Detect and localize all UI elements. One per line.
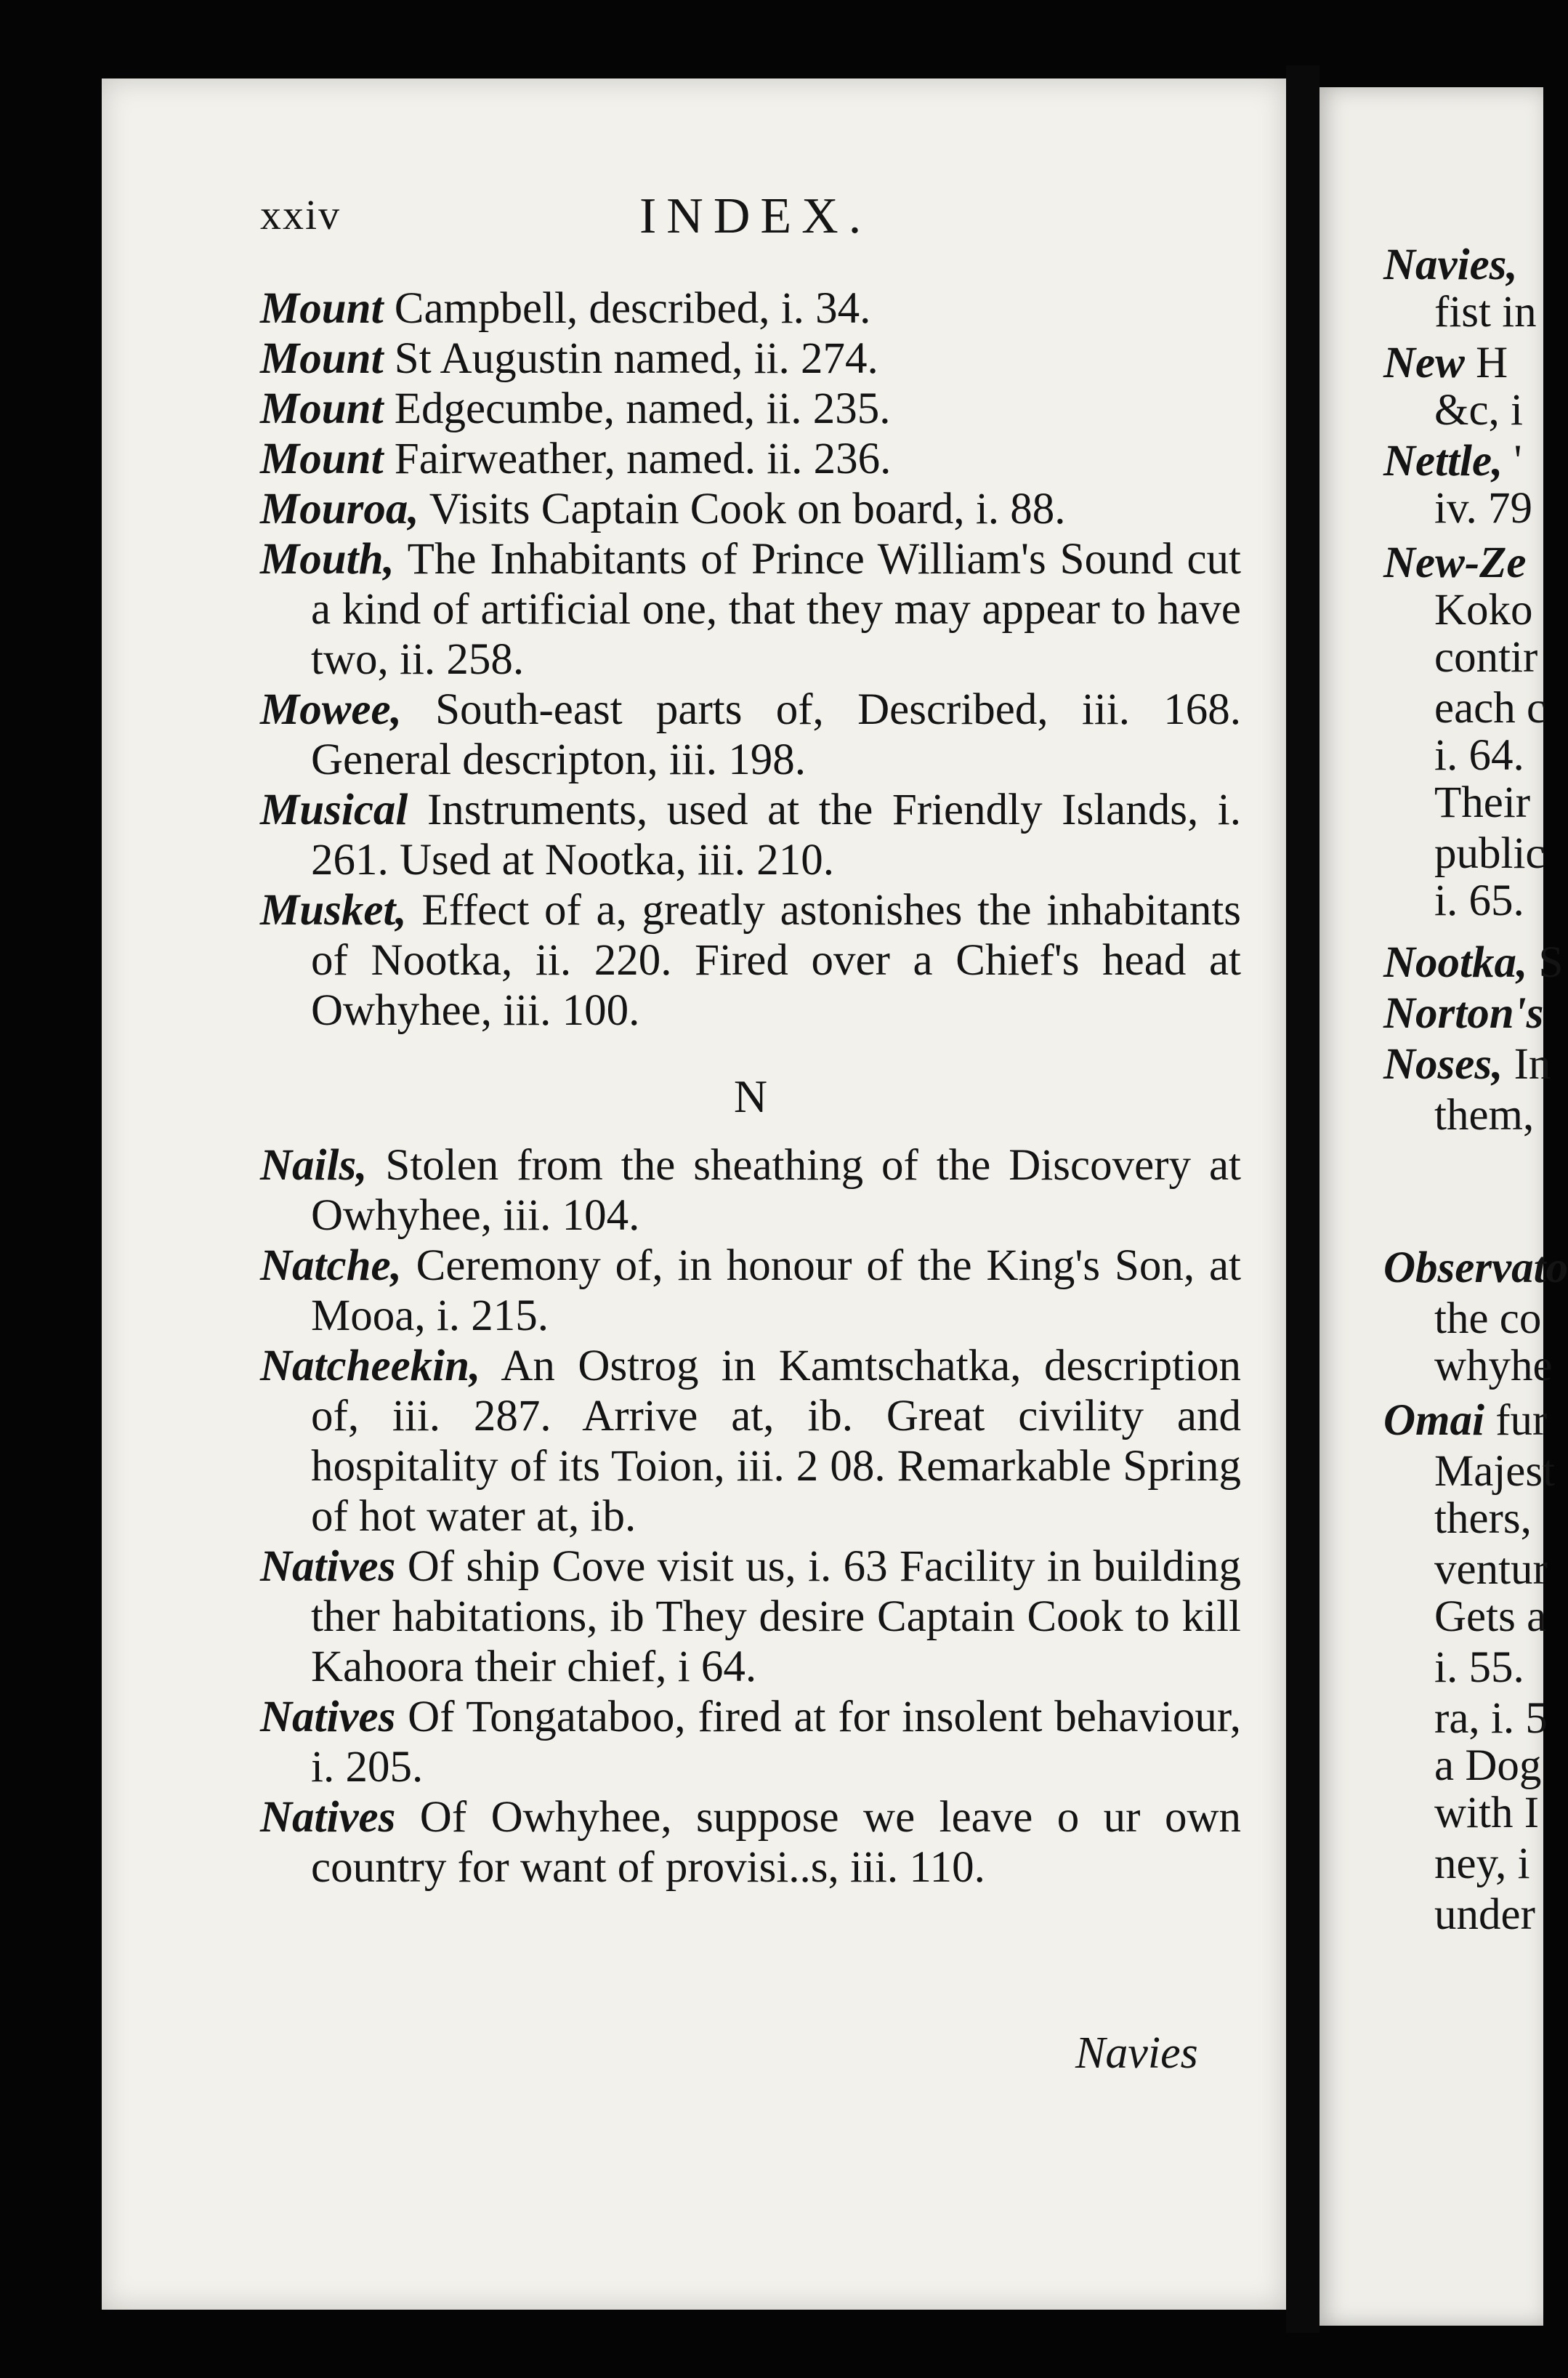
entry-headword: Observato — [1383, 1244, 1568, 1292]
index-entries-n — [260, 1140, 1241, 1893]
entry-headword: New — [1383, 339, 1465, 387]
entry-text: Ceremony of, in honour of the King's Son, at Mooa, i. 215. — [311, 1241, 1241, 1340]
right-page-line — [1383, 287, 1537, 337]
index-entry — [260, 785, 1241, 885]
right-page-line — [1383, 988, 1543, 1039]
entry-headword: Noses, — [1383, 1040, 1503, 1089]
index-entry — [260, 283, 1241, 334]
right-page-line — [1383, 483, 1532, 533]
entry-text: St Augustin named, ii. 274. — [383, 334, 878, 383]
entry-text: the co — [1434, 1294, 1542, 1343]
entry-headword: Mount — [260, 284, 384, 333]
entry-headword: Nettle, — [1383, 437, 1503, 485]
right-page-line — [1383, 338, 1508, 388]
index-entry — [260, 434, 1241, 484]
entry-headword: Omai — [1383, 1396, 1484, 1445]
index-entry — [260, 484, 1241, 534]
right-page-line — [1383, 1395, 1547, 1446]
index-entry — [260, 534, 1241, 685]
index-entry — [260, 1692, 1241, 1792]
page-number: xxiv — [260, 191, 342, 238]
right-page-line — [1383, 1341, 1553, 1391]
right-page-line — [1383, 1494, 1532, 1544]
index-entry — [260, 384, 1241, 434]
entry-text: Visits Captain Cook on board, i. 88. — [419, 485, 1066, 533]
right-page-line — [1383, 1039, 1551, 1089]
index-entry — [260, 885, 1241, 1036]
entry-headword: New-Ze — [1383, 539, 1527, 587]
right-page-line — [1383, 730, 1524, 781]
right-page-line — [1383, 1446, 1555, 1496]
entry-text: a Dog — [1434, 1741, 1542, 1790]
right-page-line — [1383, 876, 1524, 926]
book-gutter — [1286, 65, 1320, 2333]
entry-headword: Natche, — [260, 1241, 402, 1290]
index-entry — [260, 685, 1241, 785]
right-page-line — [1383, 1090, 1534, 1140]
index-entry — [260, 1241, 1241, 1341]
right-page-line — [1383, 436, 1522, 486]
entry-text: whyhe — [1434, 1342, 1553, 1390]
right-page-line — [1383, 1693, 1548, 1744]
entry-text: each c — [1434, 684, 1547, 733]
entry-text: contir — [1434, 633, 1538, 682]
entry-headword: Norton's — [1383, 989, 1544, 1038]
right-page-line — [1383, 1788, 1539, 1838]
right-page-line — [1383, 1643, 1524, 1693]
entry-text: Fairweather, named. ii. 236. — [383, 435, 892, 483]
entry-text: under — [1434, 1890, 1535, 1939]
right-page-line — [1383, 1890, 1535, 1940]
index-entries-m — [260, 283, 1241, 1036]
catchword: Navies — [1075, 2028, 1198, 2078]
entry-text: Effect of a, greatly astonishes the inhabitants of Nootka, ii. 220. Fired over a Chief's head at Owhyhee, iii. 100. — [311, 886, 1241, 1035]
right-page-line — [1383, 829, 1545, 879]
right-page-line — [1383, 1741, 1541, 1791]
entry-text: The Inhabitants of Prince William's Sound cut a kind of artificial one, that they may appear to have two, ii. 258. — [311, 535, 1241, 684]
index-entry — [260, 1792, 1241, 1893]
right-page-line — [1383, 538, 1526, 588]
index-body — [260, 283, 1241, 1893]
entry-text: Edgecumbe, named, ii. 235. — [383, 384, 891, 433]
running-head: INDEX. — [639, 188, 872, 244]
entry-text: with I — [1434, 1789, 1540, 1837]
index-entry — [260, 1140, 1241, 1241]
entry-text: i. 55. — [1434, 1643, 1524, 1692]
right-page-line — [1383, 1294, 1541, 1344]
entry-text: thers, — [1434, 1494, 1532, 1543]
entry-headword: Mouth, — [260, 535, 395, 584]
entry-text: Of Owhyhee, suppose we leave o ur own country for want of provisi..s, iii. 110. — [311, 1793, 1241, 1892]
entry-headword: Mount — [260, 435, 384, 483]
entry-headword: Nails, — [260, 1141, 368, 1190]
entry-headword: Natives — [260, 1793, 396, 1842]
entry-text: &c, i — [1434, 386, 1523, 435]
letter-heading: N — [733, 1071, 768, 1122]
entry-text: Their — [1434, 778, 1531, 827]
entry-text: ra, i. 5 — [1434, 1694, 1548, 1743]
entry-text: Majest — [1434, 1447, 1556, 1496]
entry-text: South-east parts of, Described, iii. 168. General descripton, iii. 198. — [311, 685, 1241, 784]
entry-text: them, — [1434, 1091, 1535, 1140]
right-page-line — [1383, 632, 1537, 682]
entry-text: ventur — [1434, 1545, 1548, 1594]
right-page — [1320, 87, 1568, 2326]
entry-headword: Natives — [260, 1693, 396, 1741]
right-page-line — [1383, 385, 1523, 435]
entry-text: In — [1503, 1040, 1551, 1089]
index-entry — [260, 334, 1241, 384]
entry-headword: Nootka, — [1383, 938, 1528, 987]
entry-headword: Mouroa, — [260, 485, 419, 533]
entry-text: fist in — [1434, 288, 1537, 336]
entry-headword: Mount — [260, 384, 384, 433]
entry-headword: Musket, — [260, 886, 407, 935]
right-page-line — [1383, 938, 1563, 988]
index-entry — [260, 1541, 1241, 1692]
entry-headword: Navies, — [1383, 241, 1518, 289]
entry-text: S — [1527, 938, 1564, 987]
entry-text: H — [1464, 339, 1508, 387]
index-entry — [260, 1341, 1241, 1541]
entry-text: Campbell, described, i. 34. — [383, 284, 871, 333]
entry-text: An Ostrog in Kamtschatka, description of, iii. 287. Arrive at, ib. Great civility and hospitality of its Toion, iii. 2 08. Remarkable Spring of hot water at, ib. — [311, 1342, 1241, 1541]
entry-text: Of Tongataboo, fired at for insolent behaviour, i. 205. — [311, 1693, 1241, 1791]
entry-headword: Natives — [260, 1542, 396, 1591]
entry-text: ney, i — [1434, 1839, 1530, 1888]
entry-text: i. 64. — [1434, 731, 1524, 780]
entry-text: public — [1434, 829, 1545, 878]
entry-text: fur — [1484, 1396, 1548, 1445]
entry-text: iv. 79 — [1434, 484, 1532, 533]
right-page-line — [1383, 683, 1546, 733]
entry-text: Stolen from the sheathing of the Discovery at Owhyhee, iii. 104. — [311, 1141, 1241, 1240]
right-page-line — [1383, 1592, 1546, 1642]
entry-text: i. 65. — [1434, 876, 1524, 925]
entry-text: ' — [1503, 437, 1522, 485]
entry-headword: Natcheekin, — [260, 1342, 481, 1390]
entry-text: Koko — [1434, 586, 1533, 634]
right-page-line — [1383, 585, 1533, 635]
right-page-line — [1383, 778, 1530, 828]
entry-headword: Mount — [260, 334, 384, 383]
entry-headword: Mowee, — [260, 685, 402, 734]
entry-headword: Musical — [260, 786, 408, 834]
entry-text: Of ship Cove visit us, i. 63 Facility in building ther habitations, ib They desire Captain Cook to kill Kahoora their chief, i 64. — [311, 1542, 1241, 1691]
right-page-line — [1383, 1544, 1548, 1595]
entry-text: Gets a — [1434, 1592, 1547, 1641]
entry-text: Instruments, used at the Friendly Islands, i. 261. Used at Nootka, iii. 210. — [311, 786, 1241, 884]
right-page-line — [1383, 1243, 1568, 1293]
right-page-line — [1383, 1839, 1530, 1889]
right-page-line — [1383, 240, 1518, 290]
